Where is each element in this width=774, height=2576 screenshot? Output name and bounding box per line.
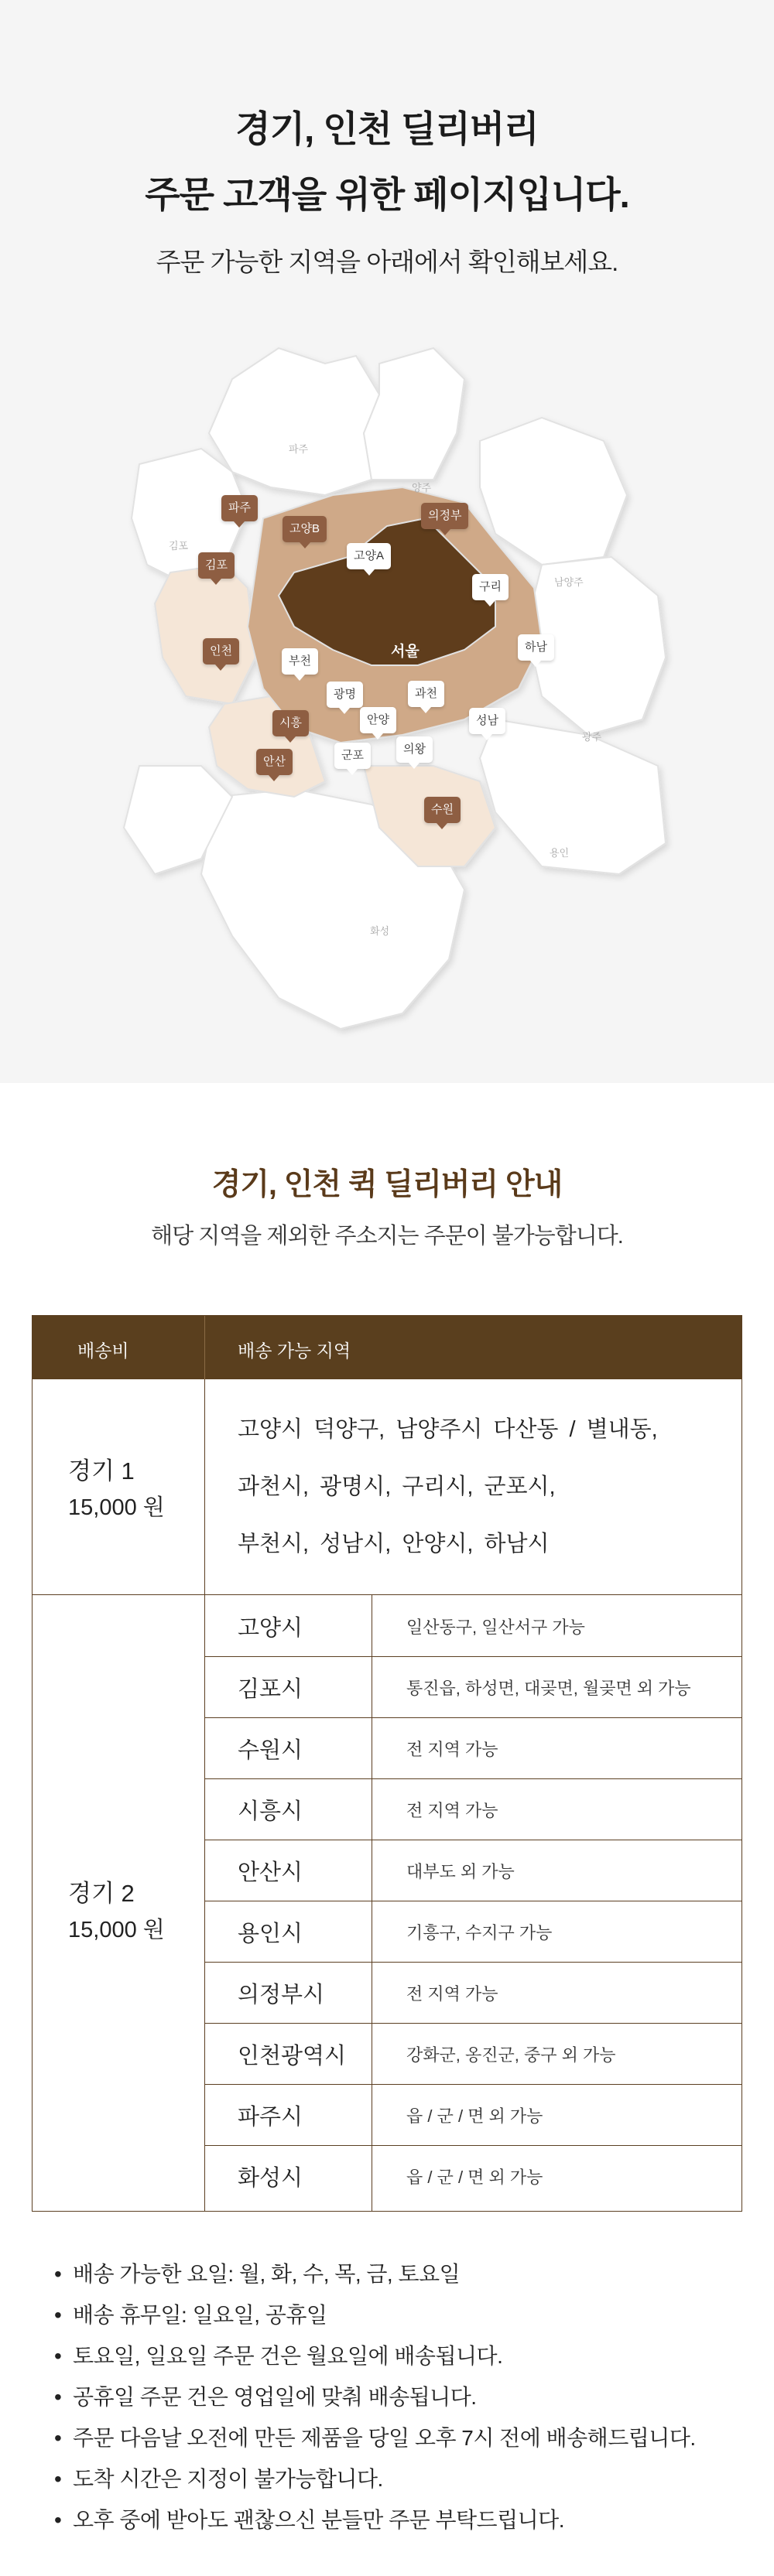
map-label-namyangju: 남양주	[554, 576, 584, 588]
map-center-label: 서울	[391, 644, 420, 660]
city-note: 읍 / 군 / 면 외 가능	[406, 2106, 543, 2126]
group1-label: 경기 1	[68, 1457, 135, 1484]
section-subtitle: 해당 지역을 제외한 주소지는 주문이 불가능합니다.	[151, 1224, 623, 1249]
pin-gwangmyeong: 광명	[327, 682, 363, 708]
city-note: 기흥구, 수지구 가능	[406, 1923, 553, 1942]
table-row	[204, 1595, 741, 1657]
map-label-yongin: 용인	[550, 847, 570, 859]
city-name: 김포시	[238, 1677, 303, 1702]
hero-section	[0, 0, 774, 1083]
city-name: 고양시	[238, 1616, 303, 1641]
map-label-hwaseong: 화성	[370, 925, 390, 937]
city-name: 용인시	[238, 1922, 303, 1946]
region-yangju	[364, 348, 464, 480]
delivery-fee-table	[32, 1315, 742, 2212]
city-note: 읍 / 군 / 면 외 가능	[406, 2168, 543, 2187]
pin-bucheon: 부천	[282, 648, 318, 675]
list-item: • 도착 시간은 지정이 불가능합니다.	[54, 2458, 696, 2499]
city-name: 의정부시	[238, 1983, 325, 2007]
list-item: • 배송 휴무일: 일요일, 공휴일	[54, 2294, 696, 2335]
pin-suwon: 수원	[424, 797, 461, 823]
group1-line: 고양시 덕양구, 남양주시 다산동 / 별내동,	[238, 1417, 658, 1442]
pin-goyang-b: 고양B	[283, 516, 327, 542]
map-label-gimpo: 김포	[169, 540, 189, 552]
pin-gimpo: 김포	[198, 552, 235, 579]
group2-row	[33, 1595, 741, 2211]
city-note: 강화군, 옹진군, 중구 외 가능	[406, 2045, 616, 2065]
city-note: 전 지역 가능	[406, 1984, 498, 2004]
list-item: • 주문 다음날 오전에 만든 제품을 당일 오후 7시 전에 배송해드립니다.	[54, 2417, 696, 2458]
city-name: 파주시	[238, 2105, 303, 2130]
list-item: • 오후 중에 받아도 괜찮으신 분들만 주문 부탁드립니다.	[54, 2499, 696, 2540]
table-row	[204, 1901, 741, 1963]
pin-gunpo: 군포	[334, 743, 371, 769]
delivery-map	[0, 333, 774, 1075]
group1-price: 15,000 원	[68, 1495, 165, 1520]
pin-seongnam: 성남	[469, 708, 505, 734]
region-paju	[209, 348, 379, 495]
city-name: 안산시	[238, 1860, 303, 1885]
city-note: 일산동구, 일산서구 가능	[406, 1618, 585, 1637]
table-row	[204, 1962, 741, 2024]
city-note: 대부도 외 가능	[406, 1862, 515, 1881]
pin-anyang: 안양	[360, 707, 396, 733]
pin-ansan: 안산	[256, 749, 293, 775]
hero-title-line2: 주문 고객을 위한 페이지입니다.	[145, 174, 629, 215]
hero-subtitle: 주문 가능한 지역을 아래에서 확인해보세요.	[156, 248, 618, 276]
group2-price: 15,000 원	[68, 1918, 165, 1942]
list-item: • 토요일, 일요일 주문 건은 월요일에 배송됩니다.	[54, 2335, 696, 2376]
pin-gwacheon: 과천	[408, 681, 444, 707]
pin-paju: 파주	[221, 495, 258, 521]
pin-uijeongbu: 의정부	[421, 503, 468, 529]
table-row	[204, 1717, 741, 1779]
city-note: 전 지역 가능	[406, 1740, 498, 1759]
table-row	[204, 2145, 741, 2211]
pin-uiwang: 의왕	[396, 736, 433, 763]
header-fee: 배송비	[77, 1341, 129, 1361]
pin-incheon: 인천	[203, 638, 239, 664]
group1-row	[33, 1379, 741, 1595]
city-name: 인천광역시	[238, 2044, 347, 2069]
table-row	[204, 1778, 741, 1840]
table-row	[204, 2084, 741, 2146]
map-shapes	[0, 333, 774, 1075]
city-name: 수원시	[238, 1738, 303, 1763]
group1-line: 부천시, 성남시, 안양시, 하남시	[238, 1532, 550, 1556]
region-incheon	[155, 565, 255, 704]
city-note: 전 지역 가능	[406, 1801, 498, 1820]
city-name: 시흥시	[238, 1799, 303, 1824]
table-row	[204, 1840, 741, 1901]
header-area: 배송 가능 지역	[238, 1341, 351, 1361]
delivery-notes-list	[54, 2253, 696, 2540]
city-name: 화성시	[238, 2166, 303, 2191]
region-namyangju	[480, 418, 627, 565]
group2-label: 경기 2	[68, 1880, 135, 1907]
table-row	[204, 2023, 741, 2085]
hero-title-line1: 경기, 인천 딜리버리	[235, 108, 539, 149]
pin-hanam: 하남	[518, 634, 554, 661]
pin-siheung: 시흥	[272, 710, 309, 736]
table-row	[204, 1656, 741, 1718]
map-label-yangju: 양주	[412, 482, 432, 494]
list-item: • 배송 가능한 요일: 월, 화, 수, 목, 금, 토요일	[54, 2253, 696, 2294]
section-title: 경기, 인천 퀵 딜리버리 안내	[211, 1168, 563, 1201]
group1-line: 과천시, 광명시, 구리시, 군포시,	[238, 1474, 556, 1499]
region-yongin	[480, 719, 666, 874]
map-label-paju: 파주	[289, 443, 309, 455]
map-label-gwangju: 광주	[582, 731, 602, 743]
city-note: 통진읍, 하성면, 대곶면, 월곶면 외 가능	[406, 1679, 691, 1698]
pin-guri: 구리	[472, 574, 509, 600]
list-item: • 공휴일 주문 건은 영업일에 맞춰 배송됩니다.	[54, 2376, 696, 2417]
table-header	[33, 1316, 741, 1379]
pin-goyang-a: 고양A	[347, 543, 391, 569]
